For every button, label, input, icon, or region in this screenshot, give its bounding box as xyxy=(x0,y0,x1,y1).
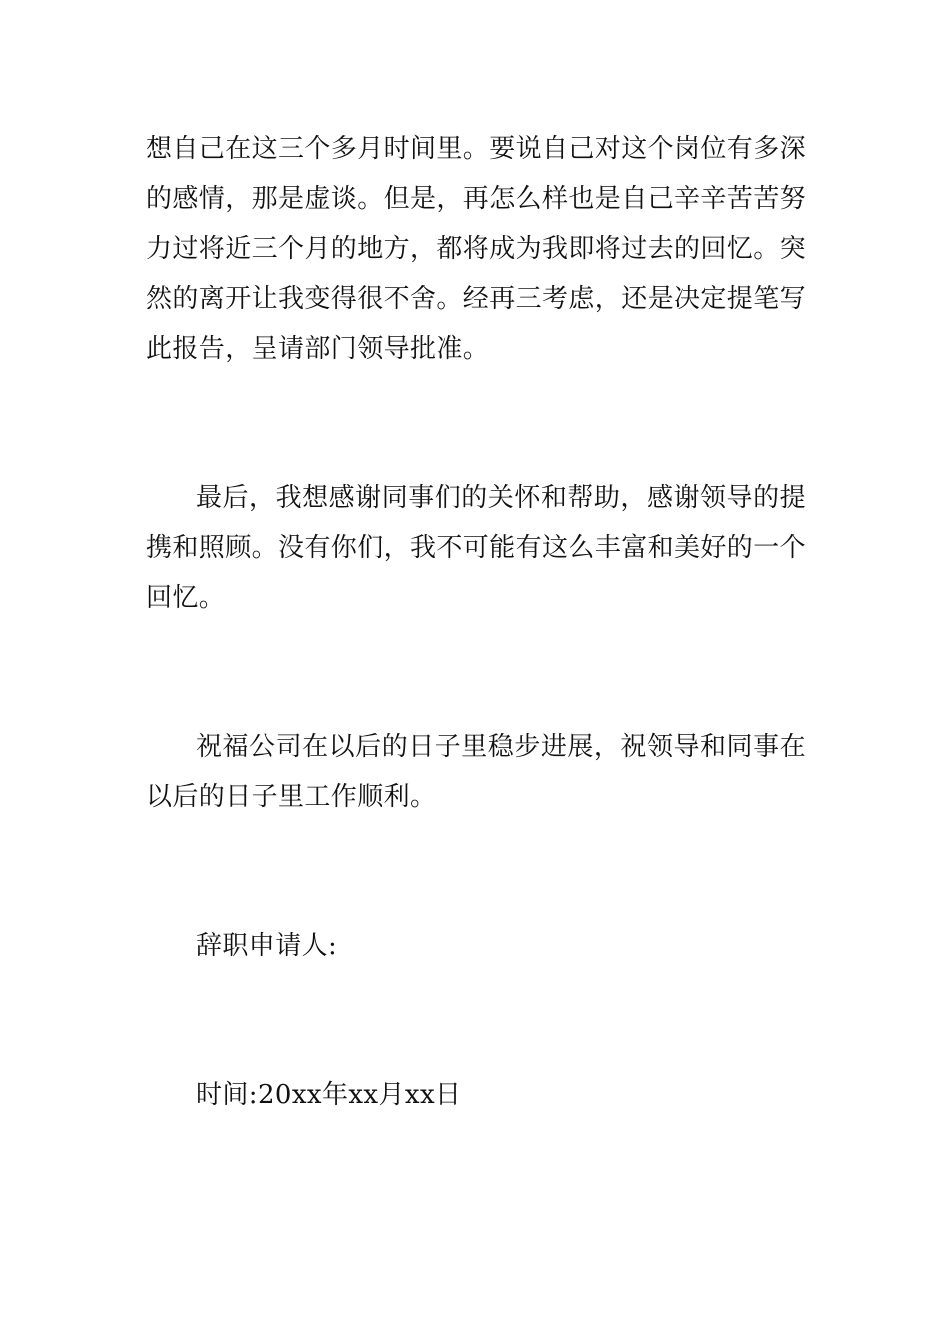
paragraph-2-line-3: 回忆。 xyxy=(146,583,226,613)
date-line: 时间:20xx年xx月xx日 xyxy=(196,1080,462,1110)
paragraph-2-line-2: 携和照顾。没有你们，我不可能有这么丰富和美好的一个 xyxy=(146,533,807,563)
applicant-label: 辞职申请人: xyxy=(196,931,338,961)
paragraph-1-line-1: 想自己在这三个多月时间里。要说自己对这个岗位有多深 xyxy=(146,134,807,164)
paragraph-3-line-1: 祝福公司在以后的日子里稳步进展，祝领导和同事在 xyxy=(196,732,806,762)
paragraph-1-line-3: 力过将近三个月的地方，都将成为我即将过去的回忆。突 xyxy=(146,234,807,264)
paragraph-1-line-5: 此报告，呈请部门领导批准。 xyxy=(146,334,490,364)
paragraph-1-line-4: 然的离开让我变得很不舍。经再三考虑，还是决定提笔写 xyxy=(146,284,807,314)
paragraph-1-line-2: 的感情，那是虚谈。但是，再怎么样也是自己辛辛苦苦努 xyxy=(146,184,807,214)
paragraph-3-line-2: 以后的日子里工作顺利。 xyxy=(146,782,437,812)
paragraph-2-line-1: 最后，我想感谢同事们的关怀和帮助，感谢领导的提 xyxy=(196,483,806,513)
